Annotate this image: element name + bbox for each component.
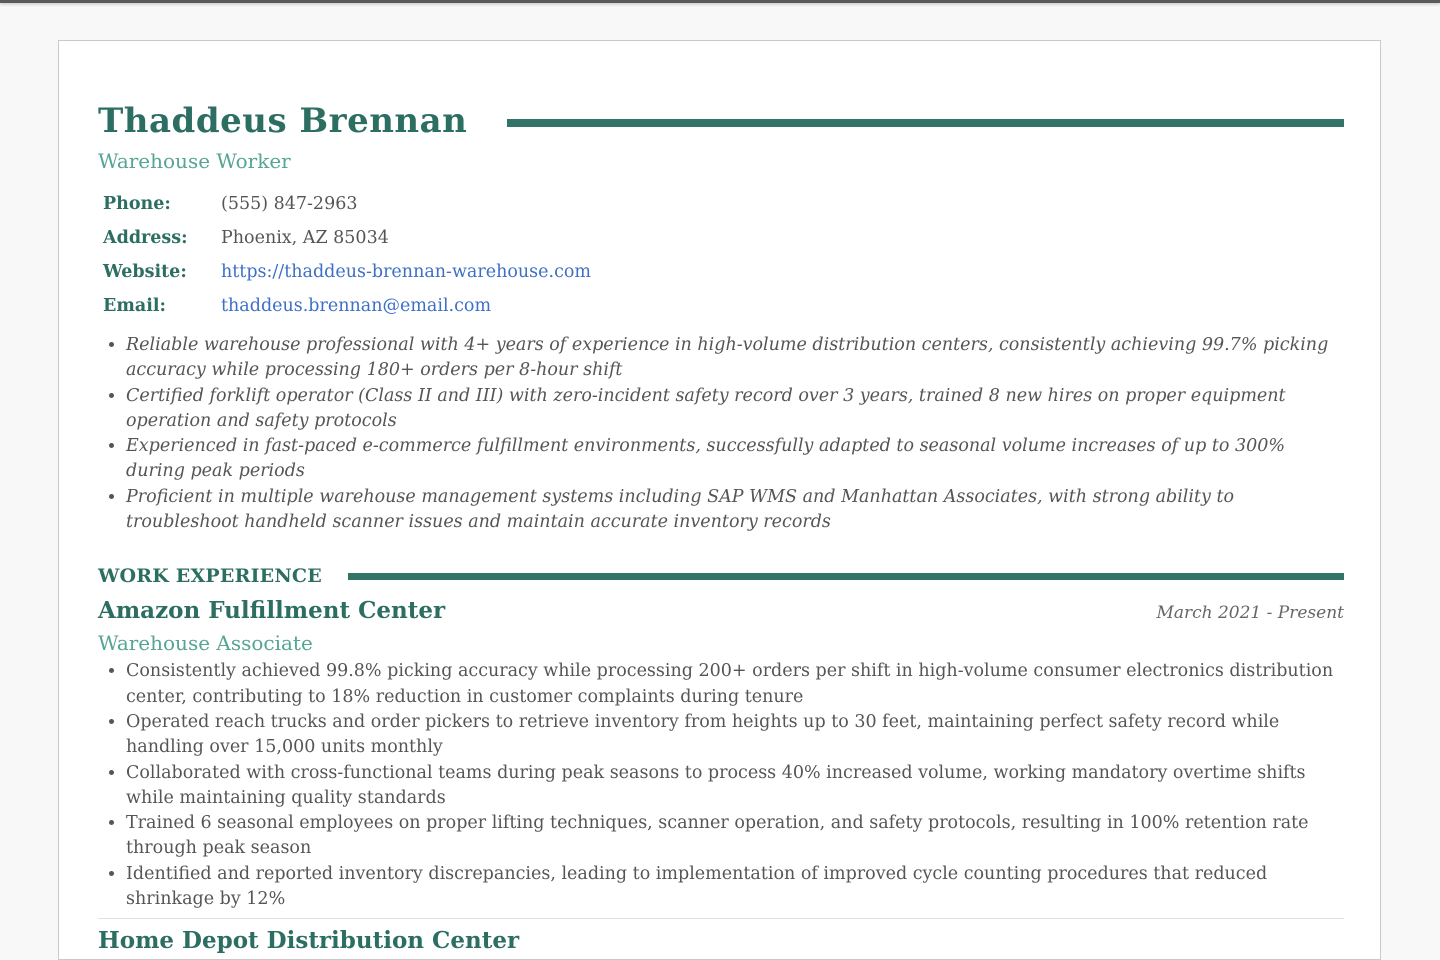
summary-item: • Experienced in fast-paced e-commerce fulfillment environments, successfully adapted to seasonal volume increases of up to 300% during peak periods [126, 434, 1344, 485]
address-label: Address: [103, 228, 188, 248]
email-label: Email: [103, 296, 166, 316]
duty-item: • Identified and reported inventory discrepancies, leading to implementation of improved cycle counting procedures that reduced shrinkage by 12% [126, 862, 1344, 913]
job-divider [98, 918, 1344, 919]
company-name: Amazon Fulfillment Center [98, 597, 446, 625]
duty-item: • Collaborated with cross-functional teams during peak seasons to process 40% increased volume, working mandatory overtime shifts while maintaining quality standards [126, 761, 1344, 812]
email-link[interactable]: thaddeus.brennan@email.com [221, 296, 492, 316]
summary-item: • Certified forklift operator (Class II and III) with zero-incident safety record over 3 years, trained 8 new hires on proper equipment operation and safety protocols [126, 384, 1344, 435]
contact-address [103, 221, 1344, 255]
job-duties-list [98, 659, 1344, 912]
job-entry [98, 597, 1344, 919]
contact-website [103, 255, 1344, 289]
duty-item: • Trained 6 seasonal employees on proper lifting techniques, scanner operation, and safety protocols, resulting in 100% retention rate through peak season [126, 811, 1344, 862]
contact-phone [103, 187, 1344, 221]
job-role: Warehouse Associate [98, 631, 313, 656]
summary-item: • Reliable warehouse professional with 4+ years of experience in high-volume distribution centers, consistently achieving 99.7% picking accuracy while processing 180+ orders per 8-hour shift [126, 333, 1344, 384]
company-name: Home Depot Distribution Center [98, 927, 520, 955]
job-dates: March 2021 - Present [1156, 603, 1344, 624]
section-title: WORK EXPERIENCE [98, 565, 322, 588]
resume-page [58, 40, 1381, 960]
duty-item: • Consistently achieved 99.8% picking accuracy while processing 200+ orders per shift in high-volume consumer electronics distribution center, contributing to 18% reduction in customer complaints during tenure [126, 659, 1344, 710]
candidate-title: Warehouse Worker [98, 149, 291, 173]
phone-label: Phone: [103, 194, 171, 214]
contact-info [103, 187, 1344, 323]
resume-content [98, 101, 1344, 954]
summary-item: • Proficient in multiple warehouse management systems including SAP WMS and Manhattan Associates, with strong ability to troubleshoot handheld scanner issues and maintain accurate inventory records [126, 485, 1344, 536]
address-value: Phoenix, AZ 85034 [221, 228, 389, 248]
work-experience-header [98, 563, 1344, 589]
website-link[interactable]: https://thaddeus-brennan-warehouse.com [221, 262, 591, 282]
candidate-name: Thaddeus Brennan [98, 101, 468, 141]
section-rule [348, 573, 1344, 580]
job-header [98, 597, 1344, 627]
duty-item: • Operated reach trucks and order pickers to retrieve inventory from heights up to 30 feet, maintaining perfect safety record while handling over 15,000 units monthly [126, 710, 1344, 761]
website-label: Website: [103, 262, 187, 282]
summary-list [98, 333, 1344, 535]
header-rule [507, 119, 1344, 127]
header [98, 101, 1344, 141]
phone-value: (555) 847-2963 [221, 194, 358, 214]
contact-email [103, 289, 1344, 323]
window-top-edge [0, 0, 1440, 3]
